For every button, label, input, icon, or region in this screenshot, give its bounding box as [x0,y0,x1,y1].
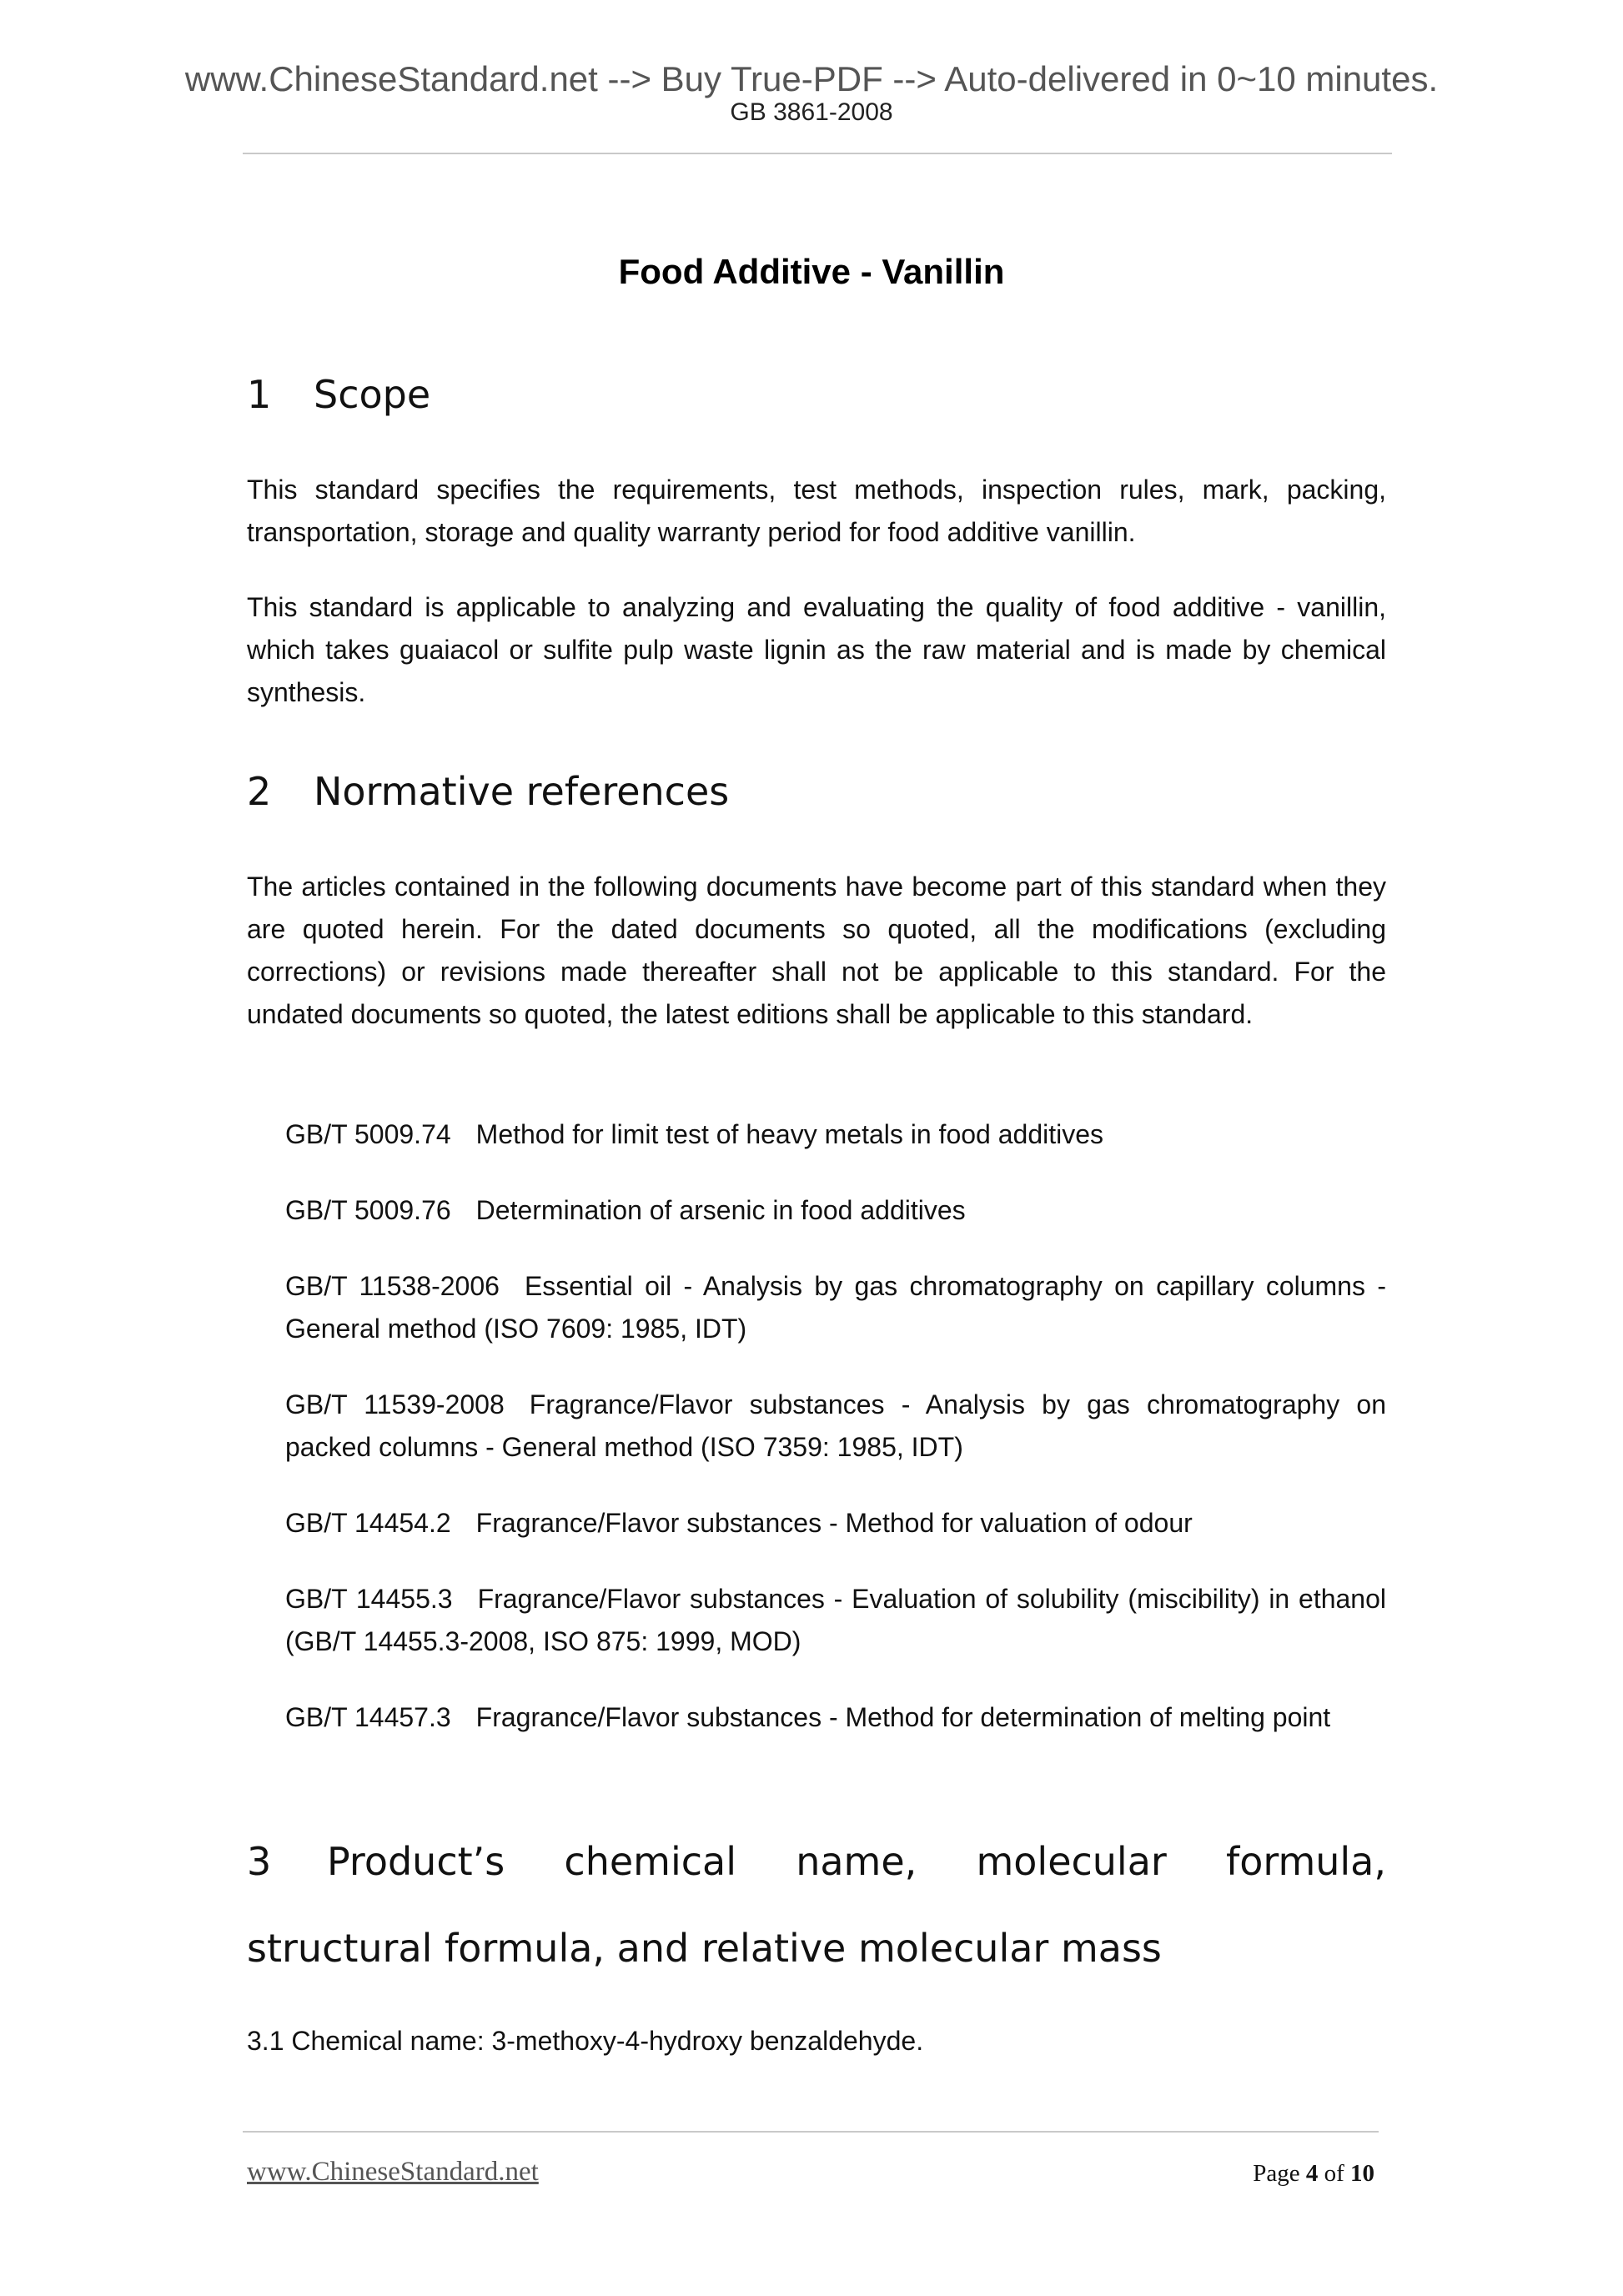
reference-title: Essential oil - Analysis by gas chromatography on capillary columns - General method (ISO 7609: 1985, IDT) [285,1271,1387,1344]
scope-paragraph-1: This standard specifies the requirements, test methods, inspection rules, mark, packing, transportation, storage and quality warranty period for food additive vanillin. [247,475,1386,547]
section-2-heading [247,769,730,814]
page-indicator [1248,2162,1374,2186]
page-total: 10 [1350,2160,1374,2187]
reference-code: GB/T 14454.2 [285,1508,451,1538]
page-prefix: Page [1253,2160,1300,2187]
page-of: of [1324,2160,1344,2187]
reference-code: GB/T 11538-2006 [285,1271,500,1301]
reference-item [285,1696,1386,1739]
normative-intro: The articles contained in the following documents have become part of this standard when they are quoted herein. For the dated documents so quoted, all the modifications (excluding corrections) or revisions made thereafter shall not be applicable to this standard. For the undated documents so quoted, the latest editions shall be applicable to this standard. [247,872,1386,1029]
reference-title: Fragrance/Flavor substances - Evaluation of solubility (miscibility) in ethanol (GB/T 14455.3-2008, ISO 875: 1999, MOD) [285,1584,1387,1656]
reference-item [285,1189,1386,1232]
reference-item [285,1384,1386,1469]
section-number: 3 [247,1839,272,1884]
reference-item [285,1502,1386,1545]
section-1-heading [247,372,431,417]
reference-item [285,1265,1386,1350]
top-banner[interactable]: www.ChineseStandard.net --> Buy True-PDF --> Auto-delivered in 0~10 minutes. [184,59,1439,98]
reference-title: Fragrance/Flavor substances - Method for determination of melting point [475,1702,1331,1732]
reference-title: Fragrance/Flavor substances - Analysis by gas chromatography on packed columns - General method (ISO 7359: 1985, IDT) [285,1389,1387,1462]
document-title: Food Additive - Vanillin [618,252,1005,291]
header-divider [243,153,1392,154]
reference-title: Determination of arsenic in food additives [475,1195,966,1225]
scope-paragraph-2: This standard is applicable to analyzing and evaluating the quality of food additive - vanillin, which takes guaiacol or sulfite pulp waste lignin as the raw material and is made by chemical synthesis. [247,592,1386,707]
reference-item [285,1113,1386,1156]
section-number: 2 [247,769,272,814]
reference-code: GB/T 5009.76 [285,1195,451,1225]
section-title: Product’s chemical name, molecular formula, structural formula, and relative molecular mass [247,1839,1386,1971]
section-title: Scope [314,372,431,417]
section-number: 1 [247,372,272,417]
section-3-heading [247,1818,1386,1992]
reference-code: GB/T 14457.3 [285,1702,451,1732]
footer-divider [243,2131,1379,2133]
section-title: Normative references [314,769,730,814]
page-current: 4 [1305,2160,1319,2187]
reference-title: Fragrance/Flavor substances - Method for valuation of odour [475,1508,1193,1538]
standard-id: GB 3861-2008 [730,98,893,126]
footer-website-link[interactable]: www.ChineseStandard.net [247,2157,539,2187]
reference-code: GB/T 5009.74 [285,1119,451,1149]
chemical-name-item: 3.1 Chemical name: 3-methoxy-4-hydroxy benzaldehyde. [247,2026,924,2056]
reference-code: GB/T 11539-2008 [285,1389,505,1419]
reference-title: Method for limit test of heavy metals in food additives [475,1119,1104,1149]
reference-code: GB/T 14455.3 [285,1584,453,1614]
reference-item [285,1578,1386,1663]
